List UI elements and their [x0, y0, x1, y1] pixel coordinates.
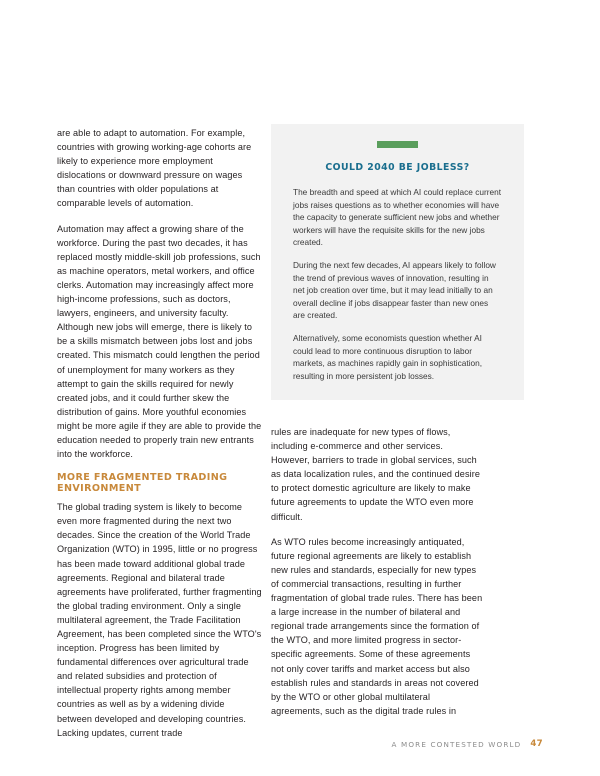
paragraph: are able to adapt to automation. For example, countries with growing working-age cohorts are likely to experience more employment dislocations or downward pressure on wages than countries with older populations at comparable levels of automation.: [57, 128, 252, 209]
paragraph: rules are inadequate for new types of flows, including e-commerce and other services. However, barriers to trade in global services, such as data localization rules, and the continued desire to protect domestic agriculture are likely to make future agreements to update the WTO even more difficult.: [271, 427, 480, 522]
footer-chapter-title: A MORE CONTESTED WORLD: [391, 739, 522, 749]
sidebar-callout-content: [271, 124, 524, 382]
footer-page-number: 47: [530, 739, 543, 749]
sidebar-paragraph: During the next few decades, AI appears likely to follow the trend of previous waves of innovation, resulting in net job creation over time, but it may lead initially to an overall decline if jobs disappear faster than new ones are created.: [293, 259, 496, 321]
right-text-column: [271, 425, 483, 729]
paragraph: As WTO rules become increasingly antiquated, future regional agreements are likely to establish new rules and standards, especially for new types of commercial transactions, resulting in further fragmentation of global trade rules. There has been a large increase in the number of bilateral and regional trade arrangements since the formation of the WTO, and more limited progress in sector-specific agreements. Some of these agreements not only cover tariffs and market access but also establish rules and standards in areas not covered by the WTO or other global multilateral agreements, such as the digital trade rules in: [271, 536, 483, 716]
green-rule-divider: [377, 141, 418, 148]
sidebar-paragraph: Alternatively, some economists question whether AI could lead to more continuous disruption to labor markets, as machines rapidly gain in sophistication, resulting in more persistent job losses.: [293, 332, 483, 381]
section-heading: MORE FRAGMENTED TRADING ENVIRONMENT: [57, 472, 228, 495]
sidebar-paragraph: The breadth and speed at which AI could replace current jobs raises questions as to whether economies will have the capacity to generate sufficient new jobs and whether workers will have the requisite skills for the new jobs created.: [293, 187, 502, 248]
left-text-column: [57, 126, 262, 751]
sidebar-callout: [271, 124, 524, 400]
sidebar-callout-title: COULD 2040 BE JOBLESS?: [325, 162, 470, 173]
page-footer: [392, 739, 543, 749]
paragraph: The global trading system is likely to become even more fragmented during the next two decades. Since the creation of the World Trade Organization (WTO) in 1995, little or no progress has been made toward additional global trade agreements. Regional and bilateral trade agreements have proliferated, further fragmenting the global trading environment. Only a single multilateral agreement, the Trade Facilitation Agreement, has been completed since the WTO's inception. Progress has been limited by fundamental differences over agricultural trade and related subsidies and protection of intellectual property rights among member countries as well as by a widening divide between developed and developing countries. Lacking updates, current trade: [57, 502, 262, 738]
paragraph: Automation may affect a growing share of the workforce. During the past two decades, it has replaced mostly middle-skill job professions, such as machine operators, metal workers, and office clerks. Automation may increasingly affect more high-income professions, such as doctors, lawyers, engineers, and university faculty. Although new jobs will emerge, there is likely to be a skills mismatch between jobs lost and jobs created. This mismatch could lengthen the period of unemployment for many workers as they attempt to gain the skills required for newly created jobs, and it could further skew the distribution of gains. More youthful economies might be more agile if they are able to provide the education needed to properly train new entrants into the workforce.: [57, 223, 262, 460]
